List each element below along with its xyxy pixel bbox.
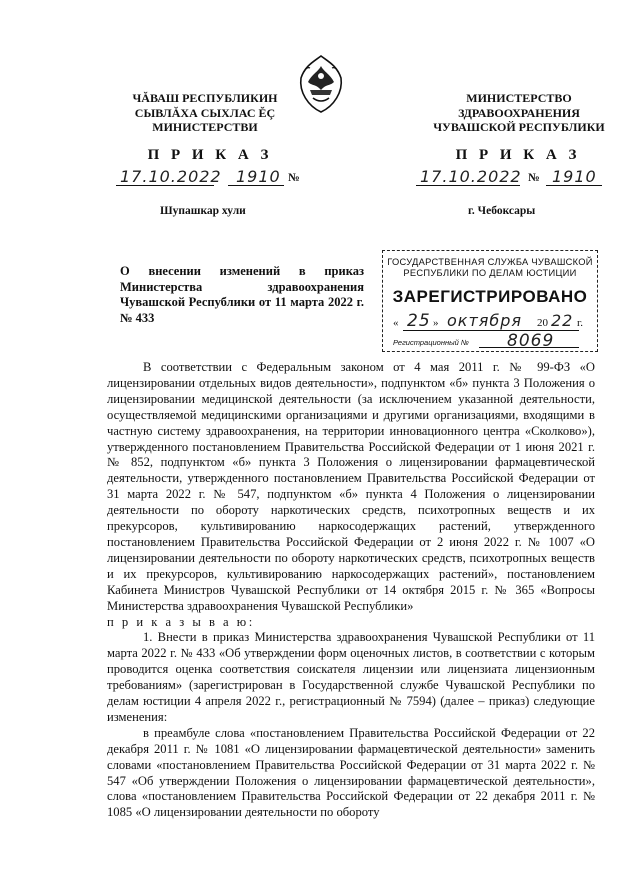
number-right: 1910 <box>552 167 597 186</box>
stamp-quote-open: « <box>393 317 399 329</box>
header-left-line-3: МИНИСТЕРСТВИ <box>152 120 258 134</box>
stamp-org-line-1: ГОСУДАРСТВЕННАЯ СЛУЖБА ЧУВАШСКОЙ <box>387 257 593 267</box>
body-paragraph-item-1: 1. Внести в приказ Министерства здравоохранения Чувашской Республики от 11 марта 2022 г. № 433 «Об утверждении форм оценочных листов, в соответствии с которым проводится оценка соответствия соискателя лицензии или лицензиата лицензионным требованиям» (зарегистрирован в Государственной службе Чувашской Республики по делам юстиции 4 апреля 2022 г., регистрационный № 7594) (далее – приказ) следующие изменения: <box>107 630 595 724</box>
document-body <box>107 360 595 821</box>
header-left-line-1: ЧĂВАШ РЕСПУБЛИКИН <box>132 91 278 105</box>
date-left: 17.10.2022 <box>120 167 222 186</box>
stamp-reg-number: 8069 <box>507 331 555 351</box>
header-left <box>120 91 290 135</box>
date-right-underline <box>416 185 520 186</box>
stamp-year-suffix: 22 <box>551 311 574 330</box>
number-right-underline <box>546 185 602 186</box>
coat-of-arms-emblem <box>296 52 346 114</box>
header-right-line-1: МИНИСТЕРСТВО <box>466 91 572 105</box>
stamp-month: октября <box>447 311 523 330</box>
body-order-word: п р и к а з ы в а ю: <box>107 614 255 629</box>
stamp-date-row <box>393 313 593 333</box>
number-sign-left: № <box>288 172 300 184</box>
body-paragraph-amendment: в преамбуле слова «постановлением Правительства Российской Федерации от 22 декабря 2011 г. № 1081 «О лицензировании фармацевтической деятельности» заменить словами «постановлением Правительства Российской Федерации от 31 марта 2022 г. № 547 «Об утверждении Положения о лицензировании фармацевтической деятельности», слова «постановлением Правительства Российской Федерации от 22 декабря 2011 г. № 1085 «О лицензировании деятельности по обороту <box>107 725 595 820</box>
date-right: 17.10.2022 <box>420 167 522 186</box>
stamp-reg-underline <box>479 347 579 348</box>
date-left-underline <box>116 185 214 186</box>
header-right <box>424 91 614 135</box>
header-right-line-3: ЧУВАШСКОЙ РЕСПУБЛИКИ <box>433 120 605 134</box>
prikaz-title-right: П Р И К А З <box>455 147 581 163</box>
city-left: Шупашкар хули <box>160 205 246 217</box>
stamp-day: 25 <box>407 311 431 331</box>
header-right-line-2: ЗДРАВООХРАНЕНИЯ <box>458 105 580 120</box>
prikaz-title-left: П Р И К А З <box>147 147 273 163</box>
document-subject: О внесении изменений в приказ Министерства здравоохранения Чувашской Республики от 11 марта 2022 г. № 433 <box>120 264 364 325</box>
number-left: 1910 <box>236 167 281 186</box>
stamp-reg-label: Регистрационный № <box>393 338 469 347</box>
body-paragraph-preamble: В соответствии с Федеральным законом от 4 мая 2011 г. № 99-ФЗ «О лицензировании отдельных видов деятельности», подпунктом «б» пункта 3 Положения о лицензировании медицинской деятельности (за исключением указанной деятельности, осуществляемой медицинскими организациями и другими организациями, входящими в частную систему здравоохранения, на территории инновационного центра «Сколково»), утвержденного постановлением Правительства Российской Федерации от 1 июня 2021 г. № 852, подпунктом «б» пункта 3 Положения о лицензировании фармацевтической деятельности, утвержденного постановлением Правительства Российской Федерации от 31 марта 2022 г. № 547, подпунктом «б» пункта 4 Положения о лицензировании деятельности по обороту наркотических средств, психотропных веществ и их прекурсоров, культивированию наркосодержащих растений, утвержденного постановлением Правительства Российской Федерации от 2 июня 2022 г. № 1007 «О лицензировании деятельности по обороту наркотических средств, психотропных веществ и их прекурсоров, культивированию наркосодержащих растений», постановлением Кабинета Министров Чувашской Республики от 14 октября 2015 г. № 365 «Вопросы Министерства здравоохранения Чувашской Республики» <box>107 360 595 613</box>
city-right: г. Чебоксары <box>468 205 536 217</box>
stamp-registered-status: ЗАРЕГИСТРИРОВАНО <box>392 287 588 306</box>
number-sign-right: № <box>528 172 540 184</box>
stamp-org-line-2: РЕСПУБЛИКИ ПО ДЕЛАМ ЮСТИЦИИ <box>403 268 577 278</box>
stamp-year-unit: г. <box>577 317 584 329</box>
stamp-quote-close: » <box>433 317 439 329</box>
number-left-underline <box>228 185 284 186</box>
header-left-line-2: СЫВЛĂХА СЫХЛАС ĔÇ <box>134 105 276 120</box>
stamp-year-prefix: 20 <box>537 317 548 329</box>
registration-stamp <box>382 250 598 352</box>
